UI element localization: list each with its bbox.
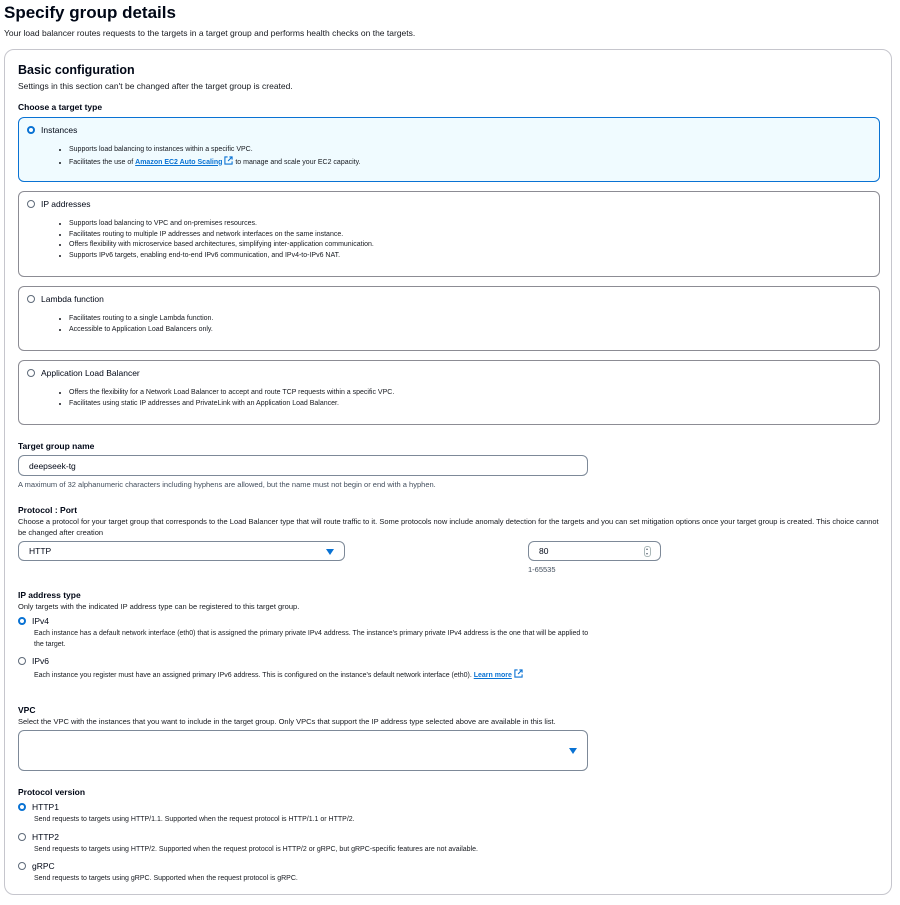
bullet-item: • Supports load balancing to instances within a specific VPC.	[69, 145, 361, 156]
port-stepper-icon[interactable]	[644, 546, 651, 557]
section-subtitle: Settings in this section can't be changed after the target group is created.	[18, 81, 293, 91]
section-title: Basic configuration	[18, 63, 135, 77]
ipv6-label: IPv6	[32, 656, 50, 666]
protocol-select[interactable]	[18, 541, 345, 561]
external-link-icon	[514, 669, 523, 678]
target-type-lambda[interactable]	[18, 286, 880, 351]
vpc-description: Select the VPC with the instances that you want to include in the target group. Only VPCs that support the IP address type selected above are available in this list.	[18, 717, 556, 726]
protocol-version-label: Protocol version	[18, 787, 86, 797]
page-description: Your load balancer routes requests to the targets in a target group and performs health checks on the targets.	[4, 28, 416, 38]
protocol-version-option-grpc[interactable]	[18, 861, 55, 871]
learn-more-link[interactable]: Learn more	[473, 672, 512, 679]
ipv6-description: Each instance you register must have an assigned primary IPv6 address. This is configured on the instance's default network interface (eth0). Learn more	[34, 669, 594, 682]
protocol-selected-value: HTTP	[29, 546, 52, 556]
radio-ip-addresses[interactable]	[27, 200, 35, 208]
radio-grpc[interactable]	[18, 862, 26, 870]
vpc-label: VPC	[18, 705, 36, 715]
ip-address-type-label: IP address type	[18, 590, 81, 600]
http1-description: Send requests to targets using HTTP/1.1. Supported when the request protocol is HTTP/1.1 or HTTP/2.	[34, 816, 355, 823]
bullet-item: • Facilitates routing to multiple IP addresses and network interfaces on the same instance.	[69, 230, 374, 241]
target-type-label-ip: IP addresses	[41, 199, 91, 209]
ec2-auto-scaling-link[interactable]: Amazon EC2 Auto Scaling	[135, 158, 223, 166]
bullet-item: • Offers flexibility with microservice based architectures, simplifying inter-application communication.	[69, 240, 374, 251]
radio-http1[interactable]	[18, 803, 26, 811]
radio-alb[interactable]	[27, 369, 35, 377]
radio-instances[interactable]	[27, 126, 35, 134]
target-type-label-alb: Application Load Balancer	[41, 368, 140, 378]
ip-type-option-ipv6[interactable]	[18, 656, 49, 666]
bullet-item: • Accessible to Application Load Balancers only.	[69, 325, 213, 336]
target-group-name-value: deepseek-tg	[29, 460, 76, 471]
bullet-item: • Facilitates using static IP addresses and PrivateLink with an Application Load Balancer.	[69, 399, 394, 410]
http2-description: Send requests to targets using HTTP/2. Supported when the request protocol is HTTP/2 or gRPC, but gRPC-specific features are not available.	[34, 846, 478, 853]
bullet-item: • Facilitates routing to a single Lambda function.	[69, 314, 213, 325]
caret-down-icon	[326, 549, 334, 555]
caret-down-icon	[569, 748, 577, 754]
target-group-name-hint: A maximum of 32 alphanumeric characters including hyphens are allowed, but the name must not begin or end with a hyphen.	[18, 480, 436, 489]
protocol-port-label: Protocol : Port	[18, 505, 78, 515]
port-hint: 1-65535	[528, 565, 556, 574]
bullet-item: • Supports IPv6 targets, enabling end-to-end IPv6 communication, and IPv4-to-IPv6 NAT.	[69, 251, 374, 262]
ip-type-option-ipv4[interactable]	[18, 616, 49, 626]
target-type-label: Choose a target type	[18, 102, 103, 112]
target-type-label-instances: Instances	[41, 125, 78, 135]
bullet-item: • Offers the flexibility for a Network Load Balancer to accept and route TCP requests within a specific VPC.	[69, 388, 394, 399]
grpc-description: Send requests to targets using gRPC. Supported when the request protocol is gRPC.	[34, 875, 298, 882]
port-value: 80	[539, 546, 549, 556]
ipv4-label: IPv4	[32, 616, 50, 626]
vpc-select[interactable]	[18, 730, 588, 771]
bullet-item: • Supports load balancing to VPC and on-premises resources.	[69, 219, 374, 230]
target-type-ip-addresses[interactable]	[18, 191, 880, 277]
grpc-label: gRPC	[32, 861, 55, 871]
basic-configuration-panel	[4, 49, 892, 895]
ipv4-description: Each instance has a default network interface (eth0) that is assigned the primary private IPv4 address. The instance's primary private IPv4 address is the one that will be applied to the target.	[34, 630, 589, 648]
target-group-name-label: Target group name	[18, 441, 95, 451]
port-input[interactable]	[528, 541, 661, 561]
protocol-description: Choose a protocol for your target group that corresponds to the Load Balancer type that will route traffic to it. Some protocols now include anomaly detection for the targets and you can set mitigation options once your target group is created. This choice cannot be changed after creation	[18, 517, 879, 537]
target-type-label-lambda: Lambda function	[41, 294, 104, 304]
bullet-item: • Facilitates the use of Amazon EC2 Auto Scaling to manage and scale your EC2 capacity.	[69, 156, 361, 169]
http1-label: HTTP1	[32, 802, 59, 812]
radio-ipv6[interactable]	[18, 657, 26, 665]
page-title: Specify group details	[4, 3, 176, 22]
radio-http2[interactable]	[18, 833, 26, 841]
protocol-version-option-http1[interactable]	[18, 802, 59, 812]
http2-label: HTTP2	[32, 832, 59, 842]
radio-lambda[interactable]	[27, 295, 35, 303]
radio-ipv4[interactable]	[18, 617, 26, 625]
target-type-application-load-balancer[interactable]	[18, 360, 880, 425]
target-type-instances[interactable]	[18, 117, 880, 182]
ip-address-type-description: Only targets with the indicated IP address type can be registered to this target group.	[18, 602, 300, 611]
target-group-name-input[interactable]	[18, 455, 588, 476]
protocol-version-option-http2[interactable]	[18, 832, 59, 842]
